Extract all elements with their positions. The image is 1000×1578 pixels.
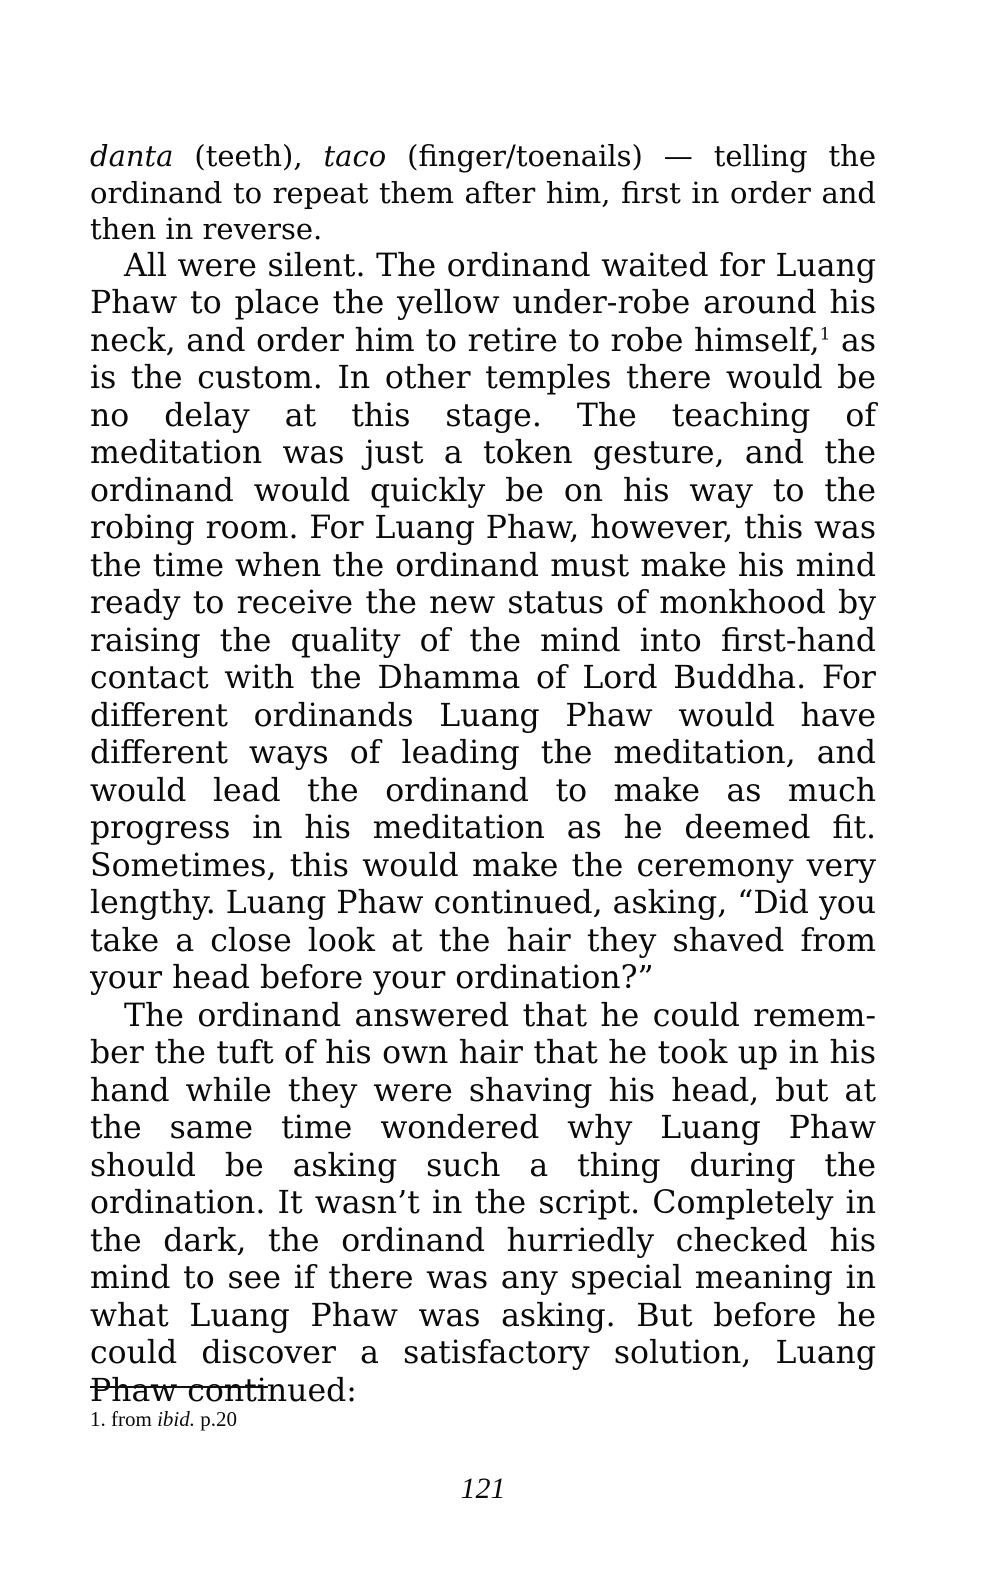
footnote-number: 1. from — [90, 1407, 158, 1431]
paragraph-2 — [90, 248, 876, 998]
footnote-reference: 1 — [819, 324, 831, 344]
footnote-page: p.20 — [195, 1407, 237, 1431]
paragraph-2-part-b: as is the custom. In other temples there would be no delay at this stage. The teaching of meditation was just a token gesture, and the ordinand would quickly be on his way to the robing room. For Luang Phaw, however, this was the time when the ordinand must make his mind ready to receive the new status of monkhood by raising the quality of the mind into first-hand contact with the Dhamma of Lord Buddha. For different ordinands Luang Phaw would have different ways of leading the meditation, and would lead the ordinand to make as much progress in his meditation as he deemed fit. Sometimes, this would make the ceremony very lengthy. Luang Phaw continued, asking, “Did you take a close look at the hair they shaved from your head before your ordination?” — [90, 322, 876, 996]
paragraph-1 — [90, 138, 876, 248]
body-text — [90, 138, 876, 1410]
page-number: 121 — [460, 1472, 506, 1505]
pali-term-taco: taco — [323, 139, 387, 173]
footnote-source: ibid. — [157, 1407, 195, 1431]
pali-term-danta: danta — [90, 139, 174, 173]
paragraph-2-part-a: All were silent. The ordinand waited for Luang Phaw to place the yellow under-robe around his neck, and order him to retire to robe himself, — [90, 247, 876, 359]
footnote — [90, 1406, 237, 1432]
paragraph-3: The ordinand answered that he could remember the tuft of his own hair that he took up in his hand while they were shaving his head, but at the same time wondered why Luang Phaw should be asking such a thing during the ordination. It wasn’t in the script. Completely in the dark, the ordinand hurriedly checked his mind to see if there was any special meaning in what Luang Phaw was asking. But before he could discover a satisfactory solution, Luang Phaw continued: — [90, 997, 876, 1409]
gloss-teeth: (teeth), — [173, 139, 324, 173]
footnote-divider — [90, 1386, 268, 1388]
paragraph-1-rest: (finger/toenails) — telling the ordinand to repeat them after him, first in order and then in reverse. — [90, 139, 877, 246]
